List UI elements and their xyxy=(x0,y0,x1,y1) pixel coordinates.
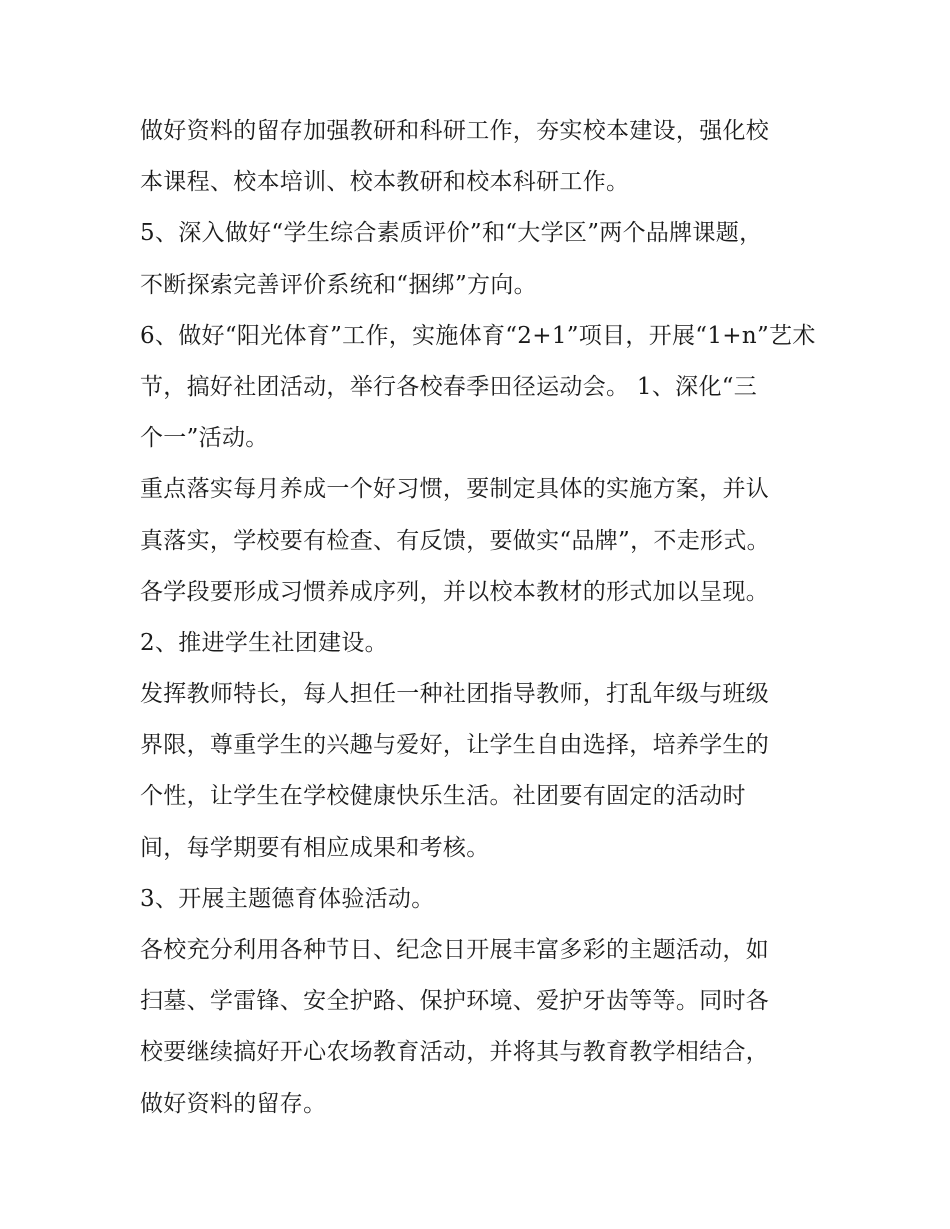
text-line: 2、推进学生社团建设。 xyxy=(140,629,388,656)
text-line: 节，搞好社团活动，举行各校春季田径运动会。 1、深化“三 xyxy=(140,373,758,400)
document-body xyxy=(140,106,820,1130)
text-line: 校要继续搞好开心农场教育活动，并将其与教育教学相结合， xyxy=(140,1039,770,1066)
text-line: 真落实，学校要有检查、有反馈，要做实“品牌”，不走形式。 xyxy=(140,527,770,554)
text-line: 本课程、校本培训、校本教研和校本科研工作。 xyxy=(140,169,630,196)
text-line: 间，每学期要有相应成果和考核。 xyxy=(140,834,490,861)
text-line: 5、深入做好“学生综合素质评价”和“大学区”两个品牌课题， xyxy=(140,220,763,247)
text-line: 界限，尊重学生的兴趣与爱好，让学生自由选择，培养学生的 xyxy=(140,732,770,759)
text-line: 各校充分利用各种节日、纪念日开展丰富多彩的主题活动，如 xyxy=(140,937,770,963)
text-line: 做好资料的留存加强教研和科研工作，夯实校本建设，强化校 xyxy=(140,118,770,144)
text-line: 6、做好“阳光体育”工作，实施体育“2+1”项目，开展“1+n”艺术 xyxy=(140,322,816,349)
text-line: 个一”活动。 xyxy=(140,425,269,452)
text-line: 个性，让学生在学校健康快乐生活。社团要有固定的活动时 xyxy=(140,783,746,810)
text-line: 做好资料的留存。 xyxy=(140,1090,327,1117)
text-line: 各学段要形成习惯养成序列，并以校本教材的形式加以呈现。 xyxy=(140,578,770,605)
text-line: 重点落实每月养成一个好习惯，要制定具体的实施方案，并认 xyxy=(140,476,770,503)
text-line: 3、开展主题德育体验活动。 xyxy=(140,885,435,912)
text-line: 扫墓、学雷锋、安全护路、保护环境、爱护牙齿等等。同时各 xyxy=(140,988,770,1015)
text-line: 发挥教师特长，每人担任一种社团指导教师，打乱年级与班级 xyxy=(140,681,770,708)
text-line: 不断探索完善评价系统和“捆绑”方向。 xyxy=(140,271,537,298)
